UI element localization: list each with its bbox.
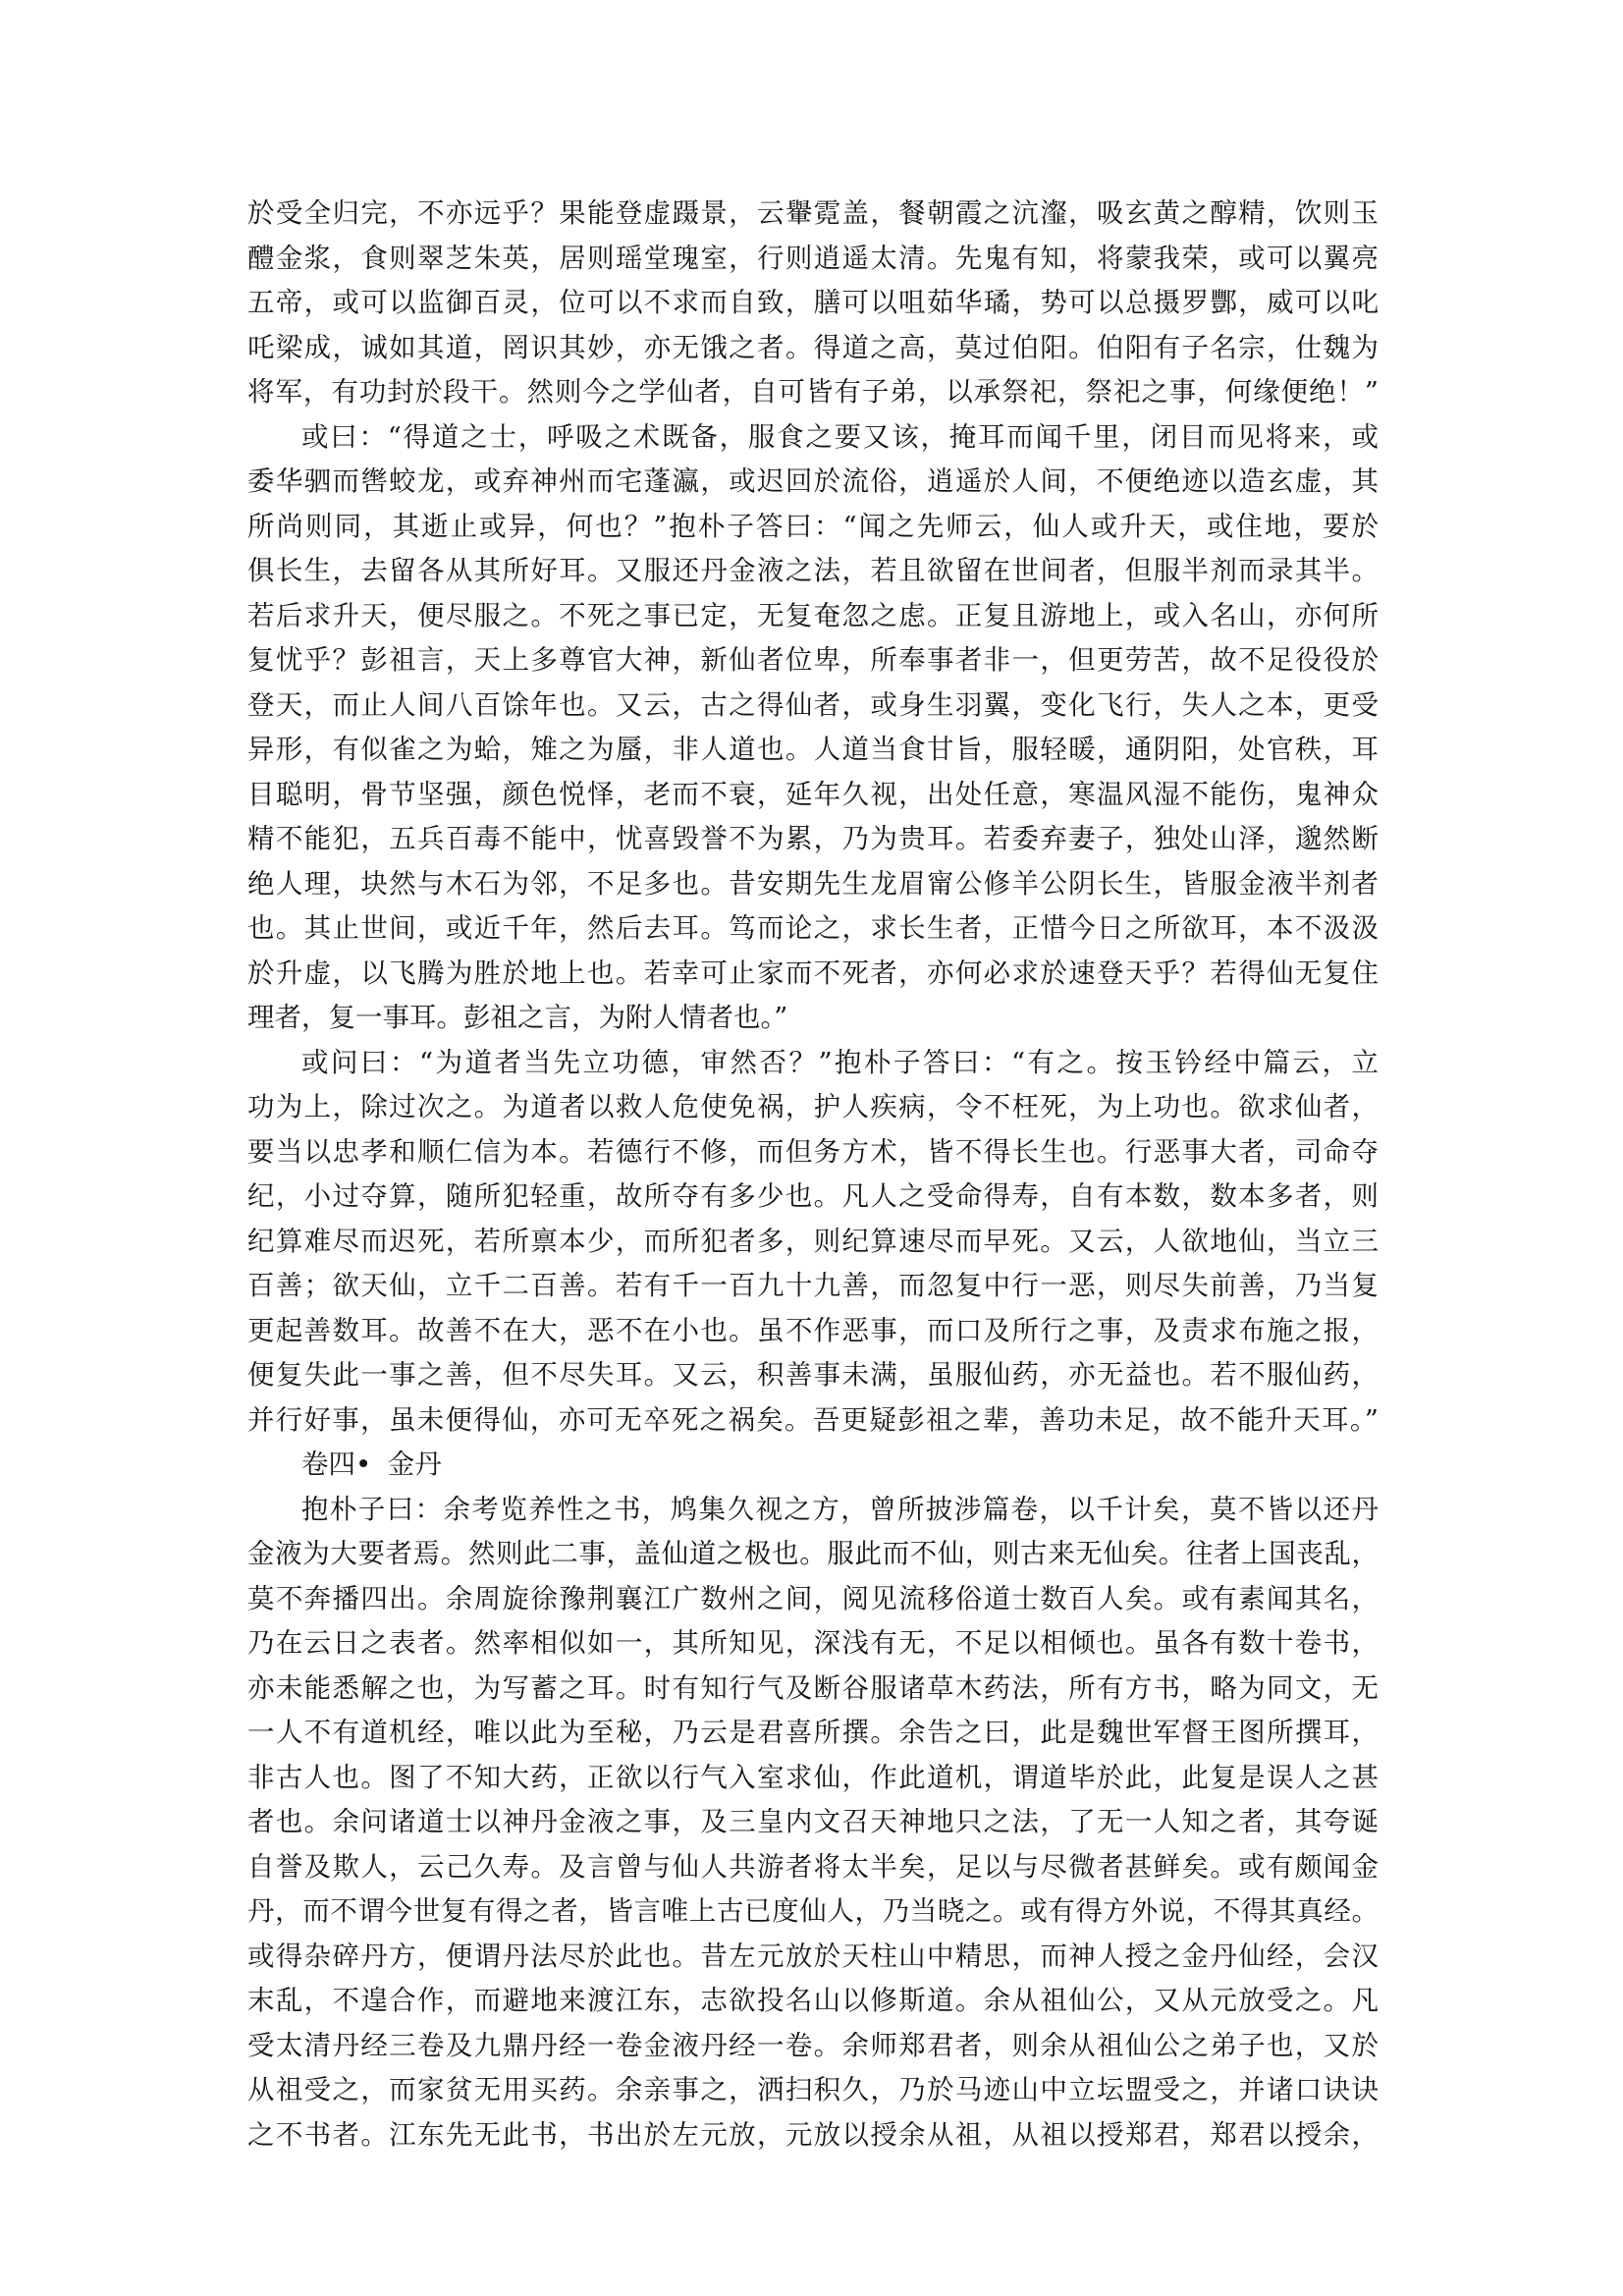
text-line: 并行好事，虽未便得仙，亦可无卒死之祸矣。吾更疑彭祖之辈，善功未足，故不能升天耳。”	[247, 1403, 1379, 1436]
text-line: 或得杂碎丹方，便谓丹法尽於此也。昔左元放於天柱山中精思，而神人授之金丹仙经，会汉	[247, 1940, 1379, 1972]
text-line: 受太清丹经三卷及九鼎丹经一卷金液丹经一卷。余师郑君者，则余从祖仙公之弟子也，又於	[247, 2029, 1379, 2061]
chapter-number: 卷四•	[301, 1449, 372, 1480]
text-line: 将军，有功封於段干。然则今之学仙者，自可皆有子弟，以承祭祀，祭祀之事，何缘便绝！”	[247, 376, 1379, 408]
text-line: 或问曰：“为道者当先立功德，审然否？”抱朴子答曰：“有之。按玉钤经中篇云，立	[301, 1046, 1379, 1078]
text-line: 功为上，除过次之。为道者以救人危使免祸，护人疾病，令不枉死，为上功也。欲求仙者，	[247, 1091, 1379, 1122]
text-line: 吒梁成，诚如其道，罔识其妙，亦无饿之者。得道之高，莫过伯阳。伯阳有子名宗，仕魏为	[247, 331, 1379, 363]
text-line: 俱长生，去留各从其所好耳。又服还丹金液之法，若且欲留在世间者，但服半剂而录其半。	[247, 555, 1379, 586]
text-line: 委华驷而辔蛟龙，或弃神州而宅蓬瀛，或迟回於流俗，逍遥於人间，不便绝迹以造玄虚，其	[247, 465, 1379, 497]
text-line: 一人不有道机经，唯以此为至秘，乃云是君喜所撰。余告之曰，此是魏世军督王图所撰耳，	[247, 1717, 1379, 1748]
text-line: 精不能犯，五兵百毒不能中，忧喜毁誉不为累，乃为贵耳。若委弃妻子，独处山泽，邈然断	[247, 823, 1379, 854]
text-line: 异形，有似雀之为蛤，雉之为蜃，非人道也。人道当食甘旨，服轻暖，通阴阳，处官秩，耳	[247, 734, 1379, 765]
text-line: 自誉及欺人，云己久寿。及言曾与仙人共游者将太半矣，足以与尽微者甚鲜矣。或有颇闻金	[247, 1850, 1379, 1883]
text-line: 亦未能悉解之也，为写蓄之耳。时有知行气及断谷服诸草木药法，所有方书，略为同文，无	[247, 1671, 1379, 1704]
chapter-title: 金丹	[387, 1449, 442, 1480]
text-line: 绝人理，块然与木石为邻，不足多也。昔安期先生龙眉甯公修羊公阴长生，皆服金液半剂者	[247, 867, 1379, 900]
text-line: 所尚则同，其逝止或异，何也？”抱朴子答曰：“闻之先师云，仙人或升天，或住地，要於	[247, 510, 1379, 542]
text-line: 更起善数耳。故善不在大，恶不在小也。虽不作恶事，而口及所行之事，及责求布施之报，	[247, 1314, 1379, 1346]
text-line: 从祖受之，而家贫无用买药。余亲事之，洒扫积久，乃於马迹山中立坛盟受之，并诸口诀诀	[247, 2074, 1379, 2105]
text-line: 者也。余问诸道士以神丹金液之事，及三皇内文召天神地只之法，了无一人知之者，其夸诞	[247, 1806, 1379, 1837]
text-line: 或曰：“得道之士，呼吸之术既备，服食之要又该，掩耳而闻千里，闭目而见将来，或	[301, 420, 1379, 453]
text-line: 登天，而止人间八百馀年也。又云，古之得仙者，或身生羽翼，变化飞行，失人之本，更受	[247, 688, 1379, 721]
text-line: 要当以忠孝和顺仁信为本。若德行不修，而但务方术，皆不得长生也。行恶事大者，司命夺	[247, 1135, 1379, 1168]
text-line: 丹，而不谓今世复有得之者，皆言唯上古已度仙人，乃当晓之。或有得方外说，不得其真经。	[247, 1895, 1379, 1927]
text-line: 若后求升天，便尽服之。不死之事已定，无复奄忽之虑。正复且游地上，或入名山，亦何所	[247, 599, 1379, 631]
text-line: 非古人也。图了不知大药，正欲以行气入室求仙，作此道机，谓道毕於此，此复是误人之甚	[247, 1761, 1379, 1793]
chapter-heading	[247, 1443, 1379, 1488]
text-line: 金液为大要者焉。然则此二事，盖仙道之极也。服此而不仙，则古来无仙矣。往者上国丧乱，	[247, 1538, 1379, 1569]
text-line: 於受全归完，不亦远乎？果能登虚蹑景，云轝霓盖，餐朝霞之沆瀣，吸玄黄之醇精，饮则玉	[247, 197, 1379, 229]
text-line: 抱朴子曰：余考览养性之书，鸠集久视之方，曾所披涉篇卷，以千计矣，莫不皆以还丹	[301, 1493, 1379, 1525]
text-line: 目聪明，骨节坚强，颜色悦怿，老而不衰，延年久视，出处任意，寒温风湿不能伤，鬼神众	[247, 778, 1379, 810]
text-line: 末乱，不遑合作，而避地来渡江东，志欲投名山以修斯道。余从祖仙公，又从元放受之。凡	[247, 1985, 1379, 2016]
text-line: 复忧乎？彭祖言，天上多尊官大神，新仙者位卑，所奉事者非一，但更劳苦，故不足役役於	[247, 644, 1379, 676]
text-line: 之不书者。江东先无此书，书出於左元放，元放以授余从祖，从祖以授郑君，郑君以授余，	[247, 2118, 1379, 2151]
text-line: 醴金浆，食则翠芝朱英，居则瑶堂瑰室，行则逍遥太清。先鬼有知，将蒙我荣，或可以翼亮	[247, 242, 1379, 274]
paragraph-huo-wen-yue	[247, 1041, 1379, 1444]
text-line: 百善；欲天仙，立千二百善。若有千一百九十九善，而忽复中行一恶，则尽失前善，乃当复	[247, 1270, 1379, 1301]
text-line: 乃在云日之表者。然率相似如一，其所知见，深浅有无，不足以相倾也。虽各有数十卷书，	[247, 1627, 1379, 1659]
text-line: 便复失此一事之善，但不尽失耳。又云，积善事未满，虽服仙药，亦无益也。若不服仙药，	[247, 1359, 1379, 1391]
text-line: 五帝，或可以监御百灵，位可以不求而自致，膳可以咀茹华璚，势可以总摄罗酆，威可以叱	[247, 287, 1379, 318]
text-line: 理者，复一事耳。彭祖之言，为附人情者也。”	[247, 1002, 788, 1033]
text-line: 纪，小过夺算，随所犯轻重，故所夺有多少也。凡人之受命得寿，自有本数，数本多者，则	[247, 1180, 1379, 1212]
paragraph-huo-yue	[247, 415, 1379, 1041]
text-line: 也。其止世间，或近千年，然后去耳。笃而论之，求长生者，正惜今日之所欲耳，本不汲汲	[247, 912, 1379, 944]
paragraph-jin-dan	[247, 1488, 1379, 2159]
text-line: 於升虚，以飞腾为胜於地上也。若幸可止家而不死者，亦何必求於速登天乎？若得仙无复住	[247, 957, 1379, 989]
text-line: 纪算难尽而迟死，若所禀本少，而所犯者多，则纪算速尽而早死。又云，人欲地仙，当立三	[247, 1225, 1379, 1257]
text-line: 莫不奔播四出。余周旋徐豫荆襄江广数州之间，阅见流移俗道士数百人矣。或有素闻其名，	[247, 1582, 1379, 1614]
paragraph-continuation	[247, 191, 1379, 415]
document-body	[247, 191, 1379, 2158]
